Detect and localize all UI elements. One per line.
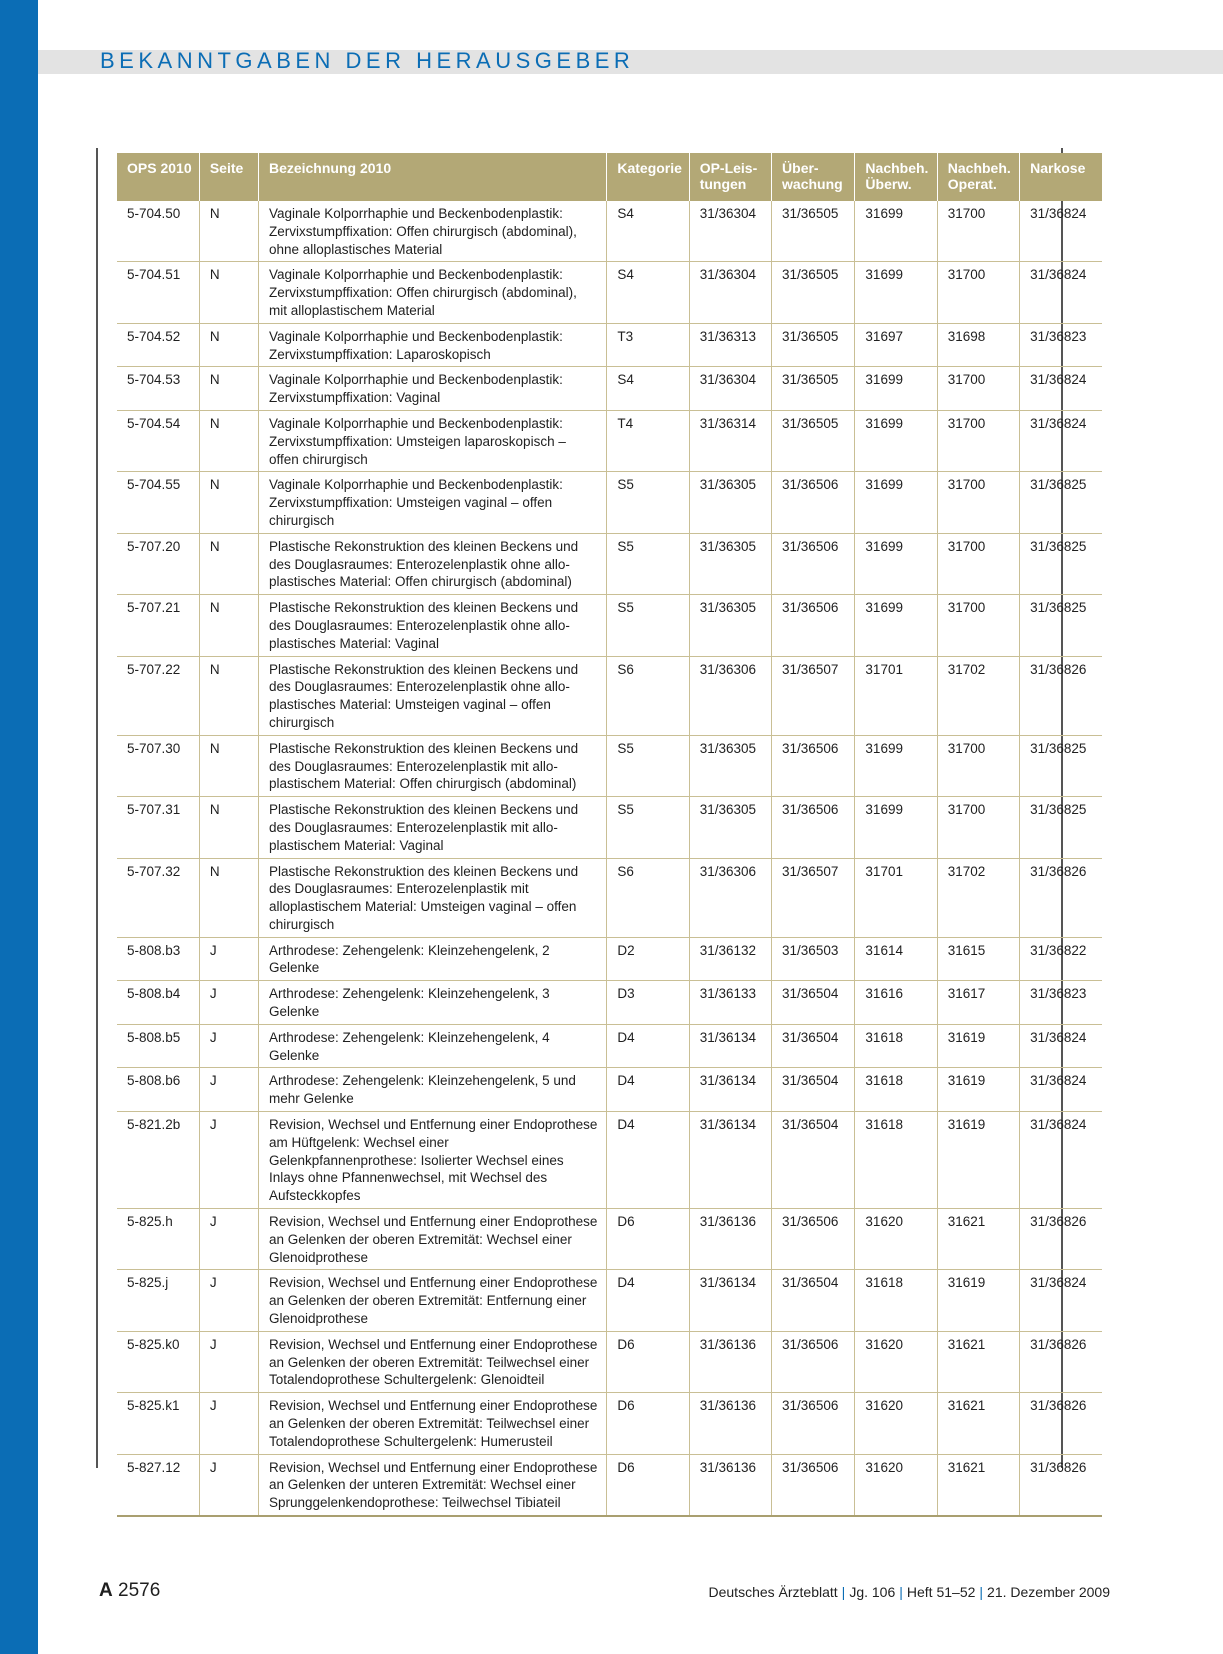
seite-cell: J [199, 1024, 258, 1068]
table-row [117, 858, 1102, 937]
kategorie-cell: S5 [607, 735, 689, 796]
seite-cell: N [199, 201, 258, 262]
bezeichnung-cell: Plastische Rekonstruktion des kleinen Beckens und des Douglasraumes: Enterozelenplastik mit allo-plastischem Material: Offen chirurgisch (abdominal) [258, 735, 606, 796]
narkose-cell: 31/36824 [1020, 367, 1102, 411]
nachbeh-operat-cell: 31700 [937, 472, 1019, 533]
narkose-cell: 31/36823 [1020, 981, 1102, 1025]
nachbeh-operat-cell: 31615 [937, 937, 1019, 981]
op-leistungen-cell: 31/36136 [689, 1331, 771, 1392]
table-row [117, 656, 1102, 735]
ops-code-cell: 5-707.21 [117, 595, 199, 656]
nachbeh-operat-cell: 31619 [937, 1068, 1019, 1112]
ueberwachung-cell: 31/36506 [772, 533, 855, 594]
ops-code-cell: 5-821.2b [117, 1112, 199, 1209]
ops-code-cell: 5-704.52 [117, 323, 199, 367]
ueberwachung-cell: 31/36506 [772, 1331, 855, 1392]
op-leistungen-cell: 31/36133 [689, 981, 771, 1025]
kategorie-cell: D6 [607, 1393, 689, 1454]
bezeichnung-cell: Revision, Wechsel und Entfernung einer Endoprothese an Gelenken der unteren Extremität: Wechsel einer Sprunggelenkendoprothese: Teilwechsel Tibiateil [258, 1454, 606, 1516]
seite-cell: N [199, 735, 258, 796]
nachbeh-operat-cell: 31621 [937, 1454, 1019, 1516]
ueberwachung-cell: 31/36506 [772, 1393, 855, 1454]
table-row [117, 262, 1102, 323]
op-leistungen-cell: 31/36306 [689, 858, 771, 937]
op-leistungen-cell: 31/36305 [689, 533, 771, 594]
ops-code-cell: 5-825.k0 [117, 1331, 199, 1392]
table-row [117, 1393, 1102, 1454]
page-prefix: A [99, 1580, 113, 1601]
kategorie-cell: S5 [607, 472, 689, 533]
nachbeh-operat-cell: 31619 [937, 1270, 1019, 1331]
bezeichnung-cell: Arthrodese: Zehengelenk: Kleinzehengelenk, 5 und mehr Gelenke [258, 1068, 606, 1112]
narkose-cell: 31/36824 [1020, 1112, 1102, 1209]
ops-code-cell: 5-808.b3 [117, 937, 199, 981]
kategorie-cell: S6 [607, 656, 689, 735]
nachbeh-ueberw-cell: 31618 [855, 1270, 937, 1331]
nachbeh-operat-cell: 31700 [937, 262, 1019, 323]
kategorie-cell: S5 [607, 797, 689, 858]
narkose-cell: 31/36826 [1020, 1454, 1102, 1516]
op-leistungen-cell: 31/36134 [689, 1112, 771, 1209]
seite-cell: J [199, 981, 258, 1025]
seite-cell: N [199, 797, 258, 858]
nachbeh-ueberw-cell: 31699 [855, 735, 937, 796]
page-number-value: 2576 [118, 1580, 161, 1601]
seite-cell: J [199, 1331, 258, 1392]
ops-code-cell: 5-707.20 [117, 533, 199, 594]
journal-info [709, 1584, 1111, 1600]
narkose-cell: 31/36826 [1020, 858, 1102, 937]
bezeichnung-cell: Plastische Rekonstruktion des kleinen Beckens und des Douglasraumes: Enterozelenplastik mit alloplastischem Material: Umsteigen vaginal – offen chirurgisch [258, 858, 606, 937]
bezeichnung-cell: Plastische Rekonstruktion des kleinen Beckens und des Douglasraumes: Enterozelenplastik ohne allo-plastisches Material: Umsteigen vaginal – offen chirurgisch [258, 656, 606, 735]
kategorie-cell: D4 [607, 1024, 689, 1068]
side-color-bar [0, 0, 38, 1654]
nachbeh-operat-cell: 31702 [937, 858, 1019, 937]
kategorie-cell: S4 [607, 262, 689, 323]
nachbeh-ueberw-cell: 31701 [855, 858, 937, 937]
column-header: OPS 2010 [117, 153, 199, 201]
table-row [117, 1331, 1102, 1392]
seite-cell: J [199, 1393, 258, 1454]
nachbeh-ueberw-cell: 31616 [855, 981, 937, 1025]
separator: | [841, 1584, 846, 1600]
ops-code-cell: 5-707.30 [117, 735, 199, 796]
kategorie-cell: T4 [607, 410, 689, 471]
op-leistungen-cell: 31/36305 [689, 797, 771, 858]
kategorie-cell: D6 [607, 1454, 689, 1516]
narkose-cell: 31/36825 [1020, 595, 1102, 656]
bezeichnung-cell: Revision, Wechsel und Entfernung einer Endoprothese an Gelenken der oberen Extremität: Teilwechsel einer Totalendoprothese Schultergelenk: Glenoidteil [258, 1331, 606, 1392]
nachbeh-ueberw-cell: 31699 [855, 201, 937, 262]
table-row [117, 937, 1102, 981]
kategorie-cell: D4 [607, 1068, 689, 1112]
journal-date: 21. Dezember 2009 [987, 1584, 1110, 1600]
op-leistungen-cell: 31/36134 [689, 1068, 771, 1112]
op-leistungen-cell: 31/36304 [689, 262, 771, 323]
ueberwachung-cell: 31/36506 [772, 735, 855, 796]
op-leistungen-cell: 31/36134 [689, 1270, 771, 1331]
kategorie-cell: T3 [607, 323, 689, 367]
nachbeh-ueberw-cell: 31699 [855, 472, 937, 533]
nachbeh-ueberw-cell: 31701 [855, 656, 937, 735]
narkose-cell: 31/36826 [1020, 1393, 1102, 1454]
narkose-cell: 31/36825 [1020, 797, 1102, 858]
seite-cell: N [199, 595, 258, 656]
narkose-cell: 31/36824 [1020, 410, 1102, 471]
bezeichnung-cell: Vaginale Kolporrhaphie und Beckenbodenplastik: Zervixstumpffixation: Umsteigen laparoskopisch – offen chirurgisch [258, 410, 606, 471]
table-row [117, 1454, 1102, 1516]
narkose-cell: 31/36825 [1020, 533, 1102, 594]
nachbeh-ueberw-cell: 31620 [855, 1331, 937, 1392]
ueberwachung-cell: 31/36505 [772, 201, 855, 262]
ops-code-cell: 5-827.12 [117, 1454, 199, 1516]
narkose-cell: 31/36825 [1020, 735, 1102, 796]
bezeichnung-cell: Revision, Wechsel und Entfernung einer Endoprothese an Gelenken der oberen Extremität: Teilwechsel einer Totalendoprothese Schultergelenk: Humerusteil [258, 1393, 606, 1454]
nachbeh-ueberw-cell: 31699 [855, 410, 937, 471]
table-row [117, 1112, 1102, 1209]
op-leistungen-cell: 31/36304 [689, 367, 771, 411]
column-header: Über- wachung [772, 153, 855, 201]
nachbeh-ueberw-cell: 31620 [855, 1209, 937, 1270]
table-row [117, 595, 1102, 656]
page-number [99, 1580, 160, 1602]
seite-cell: J [199, 1454, 258, 1516]
op-leistungen-cell: 31/36304 [689, 201, 771, 262]
ueberwachung-cell: 31/36505 [772, 410, 855, 471]
seite-cell: N [199, 410, 258, 471]
table-row [117, 410, 1102, 471]
op-leistungen-cell: 31/36305 [689, 472, 771, 533]
seite-cell: N [199, 858, 258, 937]
ueberwachung-cell: 31/36505 [772, 323, 855, 367]
nachbeh-ueberw-cell: 31699 [855, 595, 937, 656]
bezeichnung-cell: Revision, Wechsel und Entfernung einer Endoprothese an Gelenken der oberen Extremität: Entfernung einer Glenoidprothese [258, 1270, 606, 1331]
ueberwachung-cell: 31/36507 [772, 858, 855, 937]
op-leistungen-cell: 31/36305 [689, 595, 771, 656]
nachbeh-operat-cell: 31700 [937, 735, 1019, 796]
nachbeh-ueberw-cell: 31618 [855, 1112, 937, 1209]
ops-code-cell: 5-825.k1 [117, 1393, 199, 1454]
narkose-cell: 31/36826 [1020, 656, 1102, 735]
kategorie-cell: S5 [607, 595, 689, 656]
ops-code-cell: 5-704.55 [117, 472, 199, 533]
nachbeh-operat-cell: 31700 [937, 410, 1019, 471]
ueberwachung-cell: 31/36506 [772, 1209, 855, 1270]
kategorie-cell: D4 [607, 1270, 689, 1331]
kategorie-cell: D2 [607, 937, 689, 981]
ueberwachung-cell: 31/36507 [772, 656, 855, 735]
bezeichnung-cell: Arthrodese: Zehengelenk: Kleinzehengelenk, 3 Gelenke [258, 981, 606, 1025]
seite-cell: N [199, 656, 258, 735]
ueberwachung-cell: 31/36506 [772, 595, 855, 656]
table-row [117, 367, 1102, 411]
table-row [117, 1068, 1102, 1112]
table-header [117, 153, 1102, 201]
bezeichnung-cell: Vaginale Kolporrhaphie und Beckenbodenplastik: Zervixstumpffixation: Vaginal [258, 367, 606, 411]
bezeichnung-cell: Vaginale Kolporrhaphie und Beckenbodenplastik: Zervixstumpffixation: Umsteigen vaginal – offen chirurgisch [258, 472, 606, 533]
narkose-cell: 31/36824 [1020, 262, 1102, 323]
nachbeh-ueberw-cell: 31620 [855, 1393, 937, 1454]
table-row [117, 1270, 1102, 1331]
bezeichnung-cell: Plastische Rekonstruktion des kleinen Beckens und des Douglasraumes: Enterozelenplastik mit allo-plastischem Material: Vaginal [258, 797, 606, 858]
table-row [117, 735, 1102, 796]
nachbeh-ueberw-cell: 31618 [855, 1024, 937, 1068]
separator: | [979, 1584, 984, 1600]
journal-volume: Jg. 106 [849, 1584, 896, 1600]
narkose-cell: 31/36824 [1020, 1270, 1102, 1331]
seite-cell: J [199, 1270, 258, 1331]
op-leistungen-cell: 31/36136 [689, 1454, 771, 1516]
nachbeh-ueberw-cell: 31699 [855, 533, 937, 594]
seite-cell: J [199, 1209, 258, 1270]
op-leistungen-cell: 31/36134 [689, 1024, 771, 1068]
kategorie-cell: S4 [607, 201, 689, 262]
op-leistungen-cell: 31/36314 [689, 410, 771, 471]
ueberwachung-cell: 31/36504 [772, 981, 855, 1025]
narkose-cell: 31/36824 [1020, 201, 1102, 262]
narkose-cell: 31/36824 [1020, 1068, 1102, 1112]
table-row [117, 1024, 1102, 1068]
seite-cell: N [199, 472, 258, 533]
ops-code-cell: 5-825.j [117, 1270, 199, 1331]
table-header-row [117, 153, 1102, 201]
ops-code-cell: 5-707.32 [117, 858, 199, 937]
bezeichnung-cell: Vaginale Kolporrhaphie und Beckenbodenplastik: Zervixstumpffixation: Offen chirurgisch (abdominal), mit alloplastischem Material [258, 262, 606, 323]
kategorie-cell: S4 [607, 367, 689, 411]
op-leistungen-cell: 31/36306 [689, 656, 771, 735]
ueberwachung-cell: 31/36505 [772, 367, 855, 411]
seite-cell: J [199, 1068, 258, 1112]
nachbeh-operat-cell: 31619 [937, 1112, 1019, 1209]
seite-cell: N [199, 262, 258, 323]
op-leistungen-cell: 31/36305 [689, 735, 771, 796]
nachbeh-operat-cell: 31702 [937, 656, 1019, 735]
ueberwachung-cell: 31/36506 [772, 1454, 855, 1516]
bezeichnung-cell: Arthrodese: Zehengelenk: Kleinzehengelenk, 2 Gelenke [258, 937, 606, 981]
kategorie-cell: D4 [607, 1112, 689, 1209]
ueberwachung-cell: 31/36505 [772, 262, 855, 323]
nachbeh-ueberw-cell: 31699 [855, 367, 937, 411]
ops-code-cell: 5-704.50 [117, 201, 199, 262]
ops-code-cell: 5-808.b5 [117, 1024, 199, 1068]
ueberwachung-cell: 31/36503 [772, 937, 855, 981]
bezeichnung-cell: Plastische Rekonstruktion des kleinen Beckens und des Douglasraumes: Enterozelenplastik ohne allo-plastisches Material: Vaginal [258, 595, 606, 656]
kategorie-cell: S5 [607, 533, 689, 594]
nachbeh-operat-cell: 31700 [937, 201, 1019, 262]
left-rule [96, 148, 98, 1468]
narkose-cell: 31/36823 [1020, 323, 1102, 367]
ops-code-cell: 5-825.h [117, 1209, 199, 1270]
ueberwachung-cell: 31/36506 [772, 797, 855, 858]
nachbeh-ueberw-cell: 31614 [855, 937, 937, 981]
kategorie-cell: D6 [607, 1209, 689, 1270]
column-header: Nachbeh. Überw. [855, 153, 937, 201]
table-row [117, 1209, 1102, 1270]
column-header: OP-Leis- tungen [689, 153, 771, 201]
kategorie-cell: D6 [607, 1331, 689, 1392]
journal-issue: Heft 51–52 [906, 1584, 976, 1600]
bezeichnung-cell: Vaginale Kolporrhaphie und Beckenbodenplastik: Zervixstumpffixation: Offen chirurgisch (abdominal), ohne alloplastisches Material [258, 201, 606, 262]
ops-code-cell: 5-707.22 [117, 656, 199, 735]
narkose-cell: 31/36824 [1020, 1024, 1102, 1068]
table-row [117, 323, 1102, 367]
seite-cell: N [199, 367, 258, 411]
ueberwachung-cell: 31/36504 [772, 1024, 855, 1068]
section-title: BEKANNTGABEN DER HERAUSGEBER [100, 48, 635, 73]
nachbeh-operat-cell: 31700 [937, 533, 1019, 594]
nachbeh-operat-cell: 31617 [937, 981, 1019, 1025]
ueberwachung-cell: 31/36504 [772, 1068, 855, 1112]
nachbeh-ueberw-cell: 31618 [855, 1068, 937, 1112]
seite-cell: J [199, 937, 258, 981]
narkose-cell: 31/36826 [1020, 1331, 1102, 1392]
seite-cell: J [199, 1112, 258, 1209]
ops-code-cell: 5-707.31 [117, 797, 199, 858]
kategorie-cell: D3 [607, 981, 689, 1025]
op-leistungen-cell: 31/36136 [689, 1209, 771, 1270]
nachbeh-operat-cell: 31621 [937, 1331, 1019, 1392]
narkose-cell: 31/36825 [1020, 472, 1102, 533]
nachbeh-operat-cell: 31700 [937, 367, 1019, 411]
table-row [117, 533, 1102, 594]
column-header: Seite [199, 153, 258, 201]
journal-name: Deutsches Ärzteblatt [708, 1584, 838, 1600]
ops-code-cell: 5-808.b6 [117, 1068, 199, 1112]
bezeichnung-cell: Plastische Rekonstruktion des kleinen Beckens und des Douglasraumes: Enterozelenplastik ohne allo-plastisches Material: Offen chirurgisch (abdominal) [258, 533, 606, 594]
op-leistungen-cell: 31/36136 [689, 1393, 771, 1454]
op-leistungen-cell: 31/36313 [689, 323, 771, 367]
bezeichnung-cell: Revision, Wechsel und Entfernung einer Endoprothese am Hüftgelenk: Wechsel einer Gelenkpfannenprothese: Isolierter Wechsel eines Inlays ohne Pfannenwechsel, mit Wechsel des Aufsteckkopfes [258, 1112, 606, 1209]
bezeichnung-cell: Arthrodese: Zehengelenk: Kleinzehengelenk, 4 Gelenke [258, 1024, 606, 1068]
ops-code-cell: 5-704.51 [117, 262, 199, 323]
kategorie-cell: S6 [607, 858, 689, 937]
bezeichnung-cell: Revision, Wechsel und Entfernung einer Endoprothese an Gelenken der oberen Extremität: Wechsel einer Glenoidprothese [258, 1209, 606, 1270]
seite-cell: N [199, 323, 258, 367]
nachbeh-ueberw-cell: 31699 [855, 797, 937, 858]
ops-code-cell: 5-704.54 [117, 410, 199, 471]
table-body [117, 201, 1102, 1516]
column-header: Kategorie [607, 153, 689, 201]
nachbeh-ueberw-cell: 31620 [855, 1454, 937, 1516]
nachbeh-operat-cell: 31621 [937, 1393, 1019, 1454]
ops-code-cell: 5-808.b4 [117, 981, 199, 1025]
nachbeh-ueberw-cell: 31697 [855, 323, 937, 367]
table-row [117, 981, 1102, 1025]
ueberwachung-cell: 31/36504 [772, 1112, 855, 1209]
op-leistungen-cell: 31/36132 [689, 937, 771, 981]
nachbeh-operat-cell: 31700 [937, 595, 1019, 656]
column-header: Bezeichnung 2010 [258, 153, 606, 201]
table-row [117, 797, 1102, 858]
ops-code-cell: 5-704.53 [117, 367, 199, 411]
ueberwachung-cell: 31/36506 [772, 472, 855, 533]
bezeichnung-cell: Vaginale Kolporrhaphie und Beckenbodenplastik: Zervixstumpffixation: Laparoskopisch [258, 323, 606, 367]
table-row [117, 472, 1102, 533]
column-header: Narkose [1020, 153, 1102, 201]
ops-table [117, 153, 1102, 1517]
nachbeh-operat-cell: 31700 [937, 797, 1019, 858]
table-row [117, 201, 1102, 262]
column-header: Nachbeh. Operat. [937, 153, 1019, 201]
separator: | [899, 1584, 903, 1600]
nachbeh-operat-cell: 31698 [937, 323, 1019, 367]
seite-cell: N [199, 533, 258, 594]
narkose-cell: 31/36826 [1020, 1209, 1102, 1270]
narkose-cell: 31/36822 [1020, 937, 1102, 981]
nachbeh-operat-cell: 31619 [937, 1024, 1019, 1068]
nachbeh-ueberw-cell: 31699 [855, 262, 937, 323]
nachbeh-operat-cell: 31621 [937, 1209, 1019, 1270]
ueberwachung-cell: 31/36504 [772, 1270, 855, 1331]
